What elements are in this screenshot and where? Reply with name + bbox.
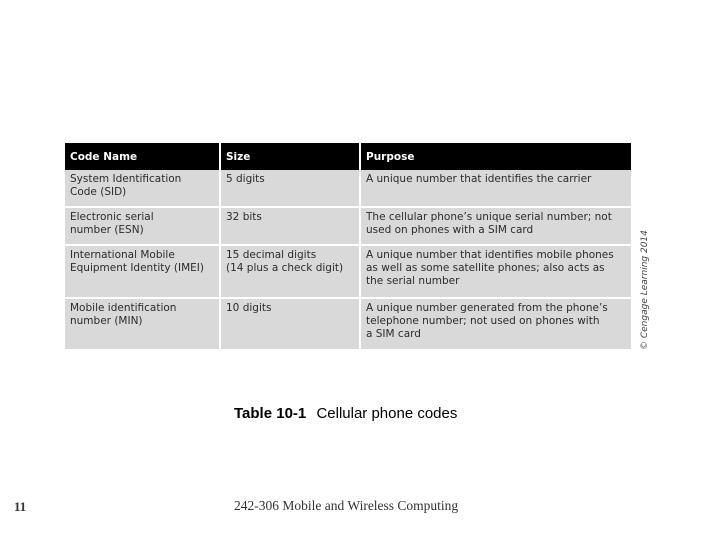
table-caption xyxy=(234,405,457,422)
cellular-codes-table xyxy=(65,143,631,349)
cell-size: 5 digits xyxy=(220,170,360,207)
table-header-row xyxy=(65,143,631,170)
cell-code-name: System Identification Code (SID) xyxy=(65,170,220,207)
cell-code-name: International Mobile Equipment Identity (IMEI) xyxy=(65,245,220,297)
table-row xyxy=(65,245,631,297)
cell-purpose: A unique number that identifies mobile phones as well as some satellite phones; also acts as the serial number xyxy=(360,245,631,297)
cell-purpose: The cellular phone’s unique serial number; not used on phones with a SIM card xyxy=(360,207,631,245)
slide-number: 11 xyxy=(14,499,27,514)
caption-number: Table 10-1 xyxy=(234,405,307,422)
caption-text: Cellular phone codes xyxy=(316,405,458,422)
header-code-name: Code Name xyxy=(65,143,220,170)
table-row xyxy=(65,298,631,349)
cell-purpose: A unique number that identifies the carrier xyxy=(360,170,631,207)
cell-size: 10 digits xyxy=(220,298,360,349)
cell-code-name: Electronic serial number (ESN) xyxy=(65,207,220,245)
table-row xyxy=(65,207,631,245)
cell-size: 15 decimal digits (14 plus a check digit) xyxy=(220,245,360,297)
copyright-notice: © Cengage Learning 2014 xyxy=(640,230,650,350)
table-row xyxy=(65,170,631,207)
header-purpose: Purpose xyxy=(360,143,631,170)
header-size: Size xyxy=(220,143,360,170)
footer-course-title: 242-306 Mobile and Wireless Computing xyxy=(234,498,459,513)
cell-code-name: Mobile identification number (MIN) xyxy=(65,298,220,349)
cell-purpose: A unique number generated from the phone’s telephone number; not used on phones with a SIM card xyxy=(360,298,631,349)
cell-size: 32 bits xyxy=(220,207,360,245)
